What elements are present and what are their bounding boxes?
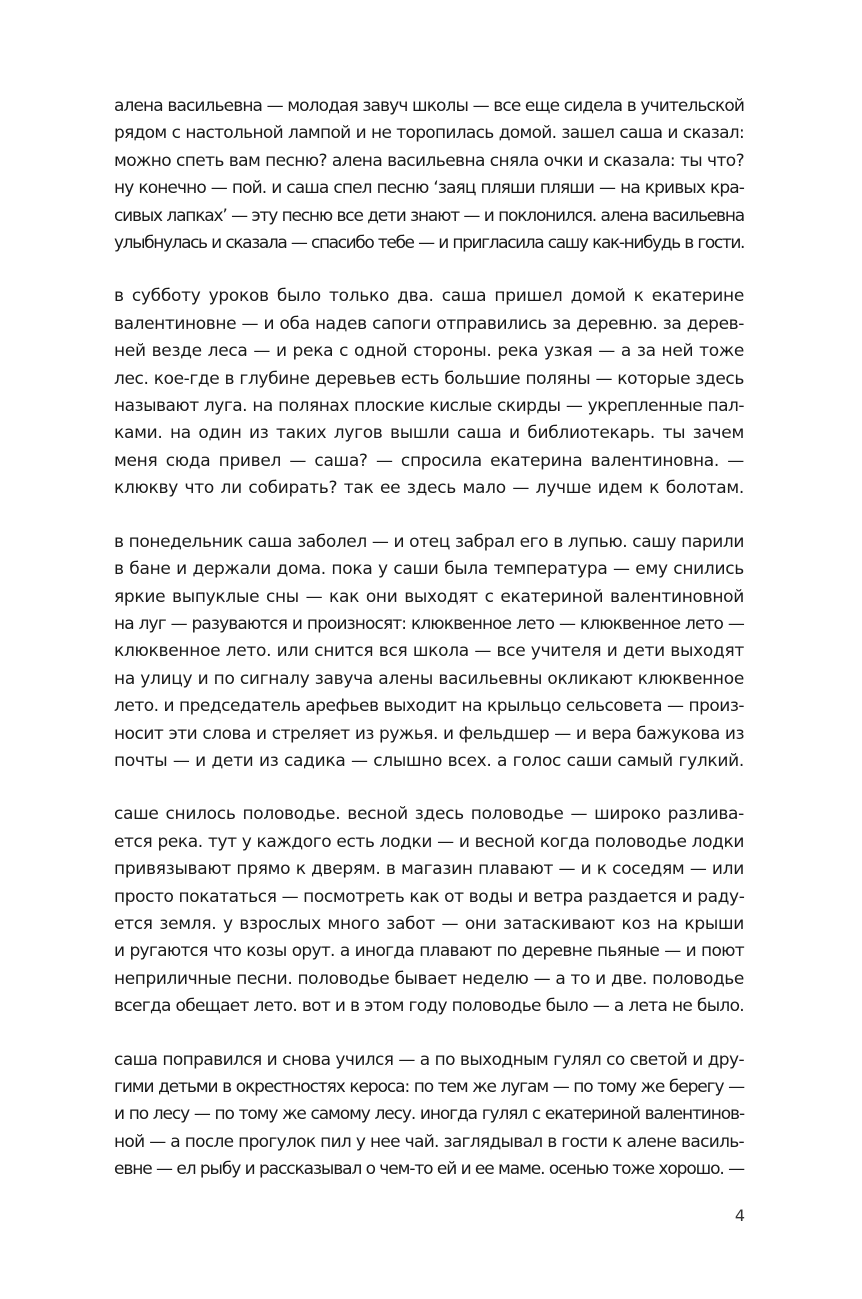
text-line: в бане и держали дома. пока у саши была температура — ему снились (114, 559, 744, 580)
text-line: называют луга. на полянах плоские кислые скирды — укрепленные пал- (114, 396, 744, 417)
text-line: гими детьми в окрестностях кероса: по тем же лугам — по тому же берегу — (114, 1077, 744, 1097)
text-line: просто покататься — посмотреть как от воды и ветра раздается и раду- (114, 886, 745, 907)
page-body (114, 93, 744, 1210)
text-line: меня сюда привел — саша? — спросила екатерина валентиновна. — (114, 450, 744, 471)
text-line: ну конечно — пой. и саша спел песню ‘заяц пляши пляши — на кривых кра- (114, 178, 744, 199)
paragraph-2 (114, 283, 744, 502)
text-line: ками. на один из таких лугов вышли саша и библиотекарь. ты зачем (114, 423, 744, 444)
text-line: лес. кое-где в глубине деревьев есть большие поляны — которые здесь (114, 368, 744, 389)
paragraph-1 (114, 93, 744, 257)
paragraph-3 (114, 529, 744, 776)
text-line: клюквенное лето. или снится вся школа — все учителя и дети выходят (114, 641, 744, 662)
text-line: ной — а после прогулок пил у нее чай. заглядывал в гости к алене василь- (114, 1131, 744, 1152)
text-line: ней везде леса — и река с одной стороны. река узкая — а за ней тоже (114, 341, 744, 362)
text-line: клюкву что ли собирать? так ее здесь мало — лучше идем к болотам. (114, 478, 744, 499)
text-line: привязывают прямо к дверям. в магазин плавают — и к соседям — или (114, 859, 744, 880)
text-line: саше снилось половодье. весной здесь половодье — широко разлива- (114, 804, 744, 825)
text-line: и ругаются что козы орут. а иногда плавают по деревне пьяные — и поют (114, 941, 744, 962)
text-line: в понедельник саша заболел — и отец забрал его в лупью. сашу парили (114, 531, 744, 552)
paragraph-5 (114, 1047, 744, 1184)
text-line: и по лесу — по тому же самому лесу. иногда гулял с екатериной валентинов- (114, 1104, 744, 1125)
text-line: всегда обещает лето. вот и в этом году половодье было — а лета не было. (114, 996, 744, 1017)
text-line: неприличные песни. половодье бывает неделю — а то и две. половодье (114, 968, 744, 989)
text-line: яркие выпуклые сны — как они выходят с екатериной валентиновной (114, 586, 744, 607)
text-line: лето. и председатель арефьев выходит на крыльцо сельсовета — произ- (114, 696, 744, 717)
page-number: 4 (734, 1206, 745, 1225)
text-line: в субботу уроков было только два. саша пришел домой к екатерине (114, 286, 744, 307)
text-line: на луг — разуваются и произносят: клюквенное лето — клюквенное лето — (114, 613, 744, 634)
text-line: алена васильевна — молодая завуч школы — все еще сидела в учительской (114, 96, 744, 116)
text-line: сивых лапках’ — эту песню все дети знают — и поклонился. алена васильевна (114, 205, 744, 226)
text-line: можно спеть вам песню? алена васильевна сняла очки и сказала: ты что? (114, 150, 744, 171)
text-line: на улицу и по сигналу завуча алены васильевны окликают клюквенное (114, 668, 744, 689)
text-line: ется земля. у взрослых много забот — они затаскивают коз на крыши (114, 913, 744, 934)
text-line: рядом с настольной лампой и не торопилась домой. зашел саша и сказал: (114, 123, 744, 144)
text-line: почты — и дети из садика — слышно всех. а голос саши самый гулкий. (114, 750, 744, 771)
paragraph-4 (114, 801, 744, 1020)
text-line: ется река. тут у каждого есть лодки — и весной когда половодье лодки (114, 831, 744, 852)
text-line: евне — ел рыбу и рассказывал о чем-то ей и ее маме. осенью тоже хорошо. — (114, 1159, 744, 1180)
text-line: улыбнулась и сказала — спасибо тебе — и пригласила сашу как-нибудь в гости. (114, 233, 744, 254)
text-line: носит эти слова и стреляет из ружья. и фельдшер — и вера бажукова из (114, 723, 744, 744)
text-line: валентиновне — и оба надев сапоги отправились за деревню. за дерев- (114, 313, 744, 334)
text-line: саша поправился и снова учился — а по выходным гулял со светой и дру- (114, 1049, 744, 1070)
